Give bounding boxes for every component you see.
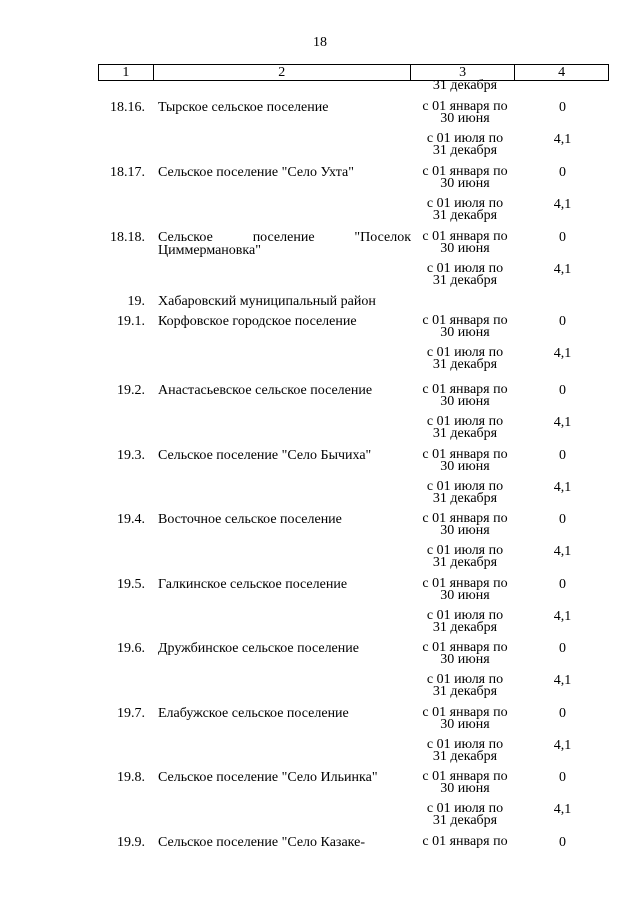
value-1: 0 bbox=[559, 835, 566, 850]
value-2: 4,1 bbox=[553, 609, 572, 624]
row-name: Галкинское сельское поселение bbox=[158, 577, 348, 592]
period-1-line-1: с 01 января по bbox=[422, 164, 508, 179]
header-col-1: 1 bbox=[99, 65, 154, 80]
value-1: 0 bbox=[559, 706, 566, 721]
period-1-line-1: с 01 января по bbox=[422, 640, 508, 655]
row-number: 19.4. bbox=[117, 512, 145, 527]
table-row bbox=[98, 576, 609, 636]
period-2-line-1: с 01 июля по bbox=[426, 131, 504, 146]
row-name: Дружбинское сельское поселение bbox=[158, 641, 359, 656]
period-2-line-2: 31 декабря bbox=[432, 813, 498, 828]
row-name: Сельское поселение "Село Бычиха" bbox=[158, 448, 372, 463]
row-number: 19.3. bbox=[117, 448, 145, 463]
value-2: 4,1 bbox=[553, 346, 572, 361]
period-1-line-1: с 01 января по bbox=[422, 382, 508, 397]
period-1-line-2: 30 июня bbox=[440, 717, 490, 732]
period-1-line-1: с 01 января по bbox=[422, 705, 508, 720]
period-2-line-1: с 01 июля по bbox=[426, 543, 504, 558]
value-1: 0 bbox=[559, 448, 566, 463]
table-row bbox=[98, 99, 609, 159]
row-name: Сельское поселение "Село Ильинка" bbox=[158, 770, 378, 785]
row-number: 18.18. bbox=[110, 230, 145, 245]
continuation-text: 31 декабря bbox=[432, 78, 498, 93]
period-1-line-1: с 01 января по bbox=[422, 229, 508, 244]
row-name: Сельское поселение "Село Ухта" bbox=[158, 165, 354, 180]
header-col-2: 2 bbox=[154, 65, 411, 80]
row-number: 19.5. bbox=[117, 577, 145, 592]
period-2-line-1: с 01 июля по bbox=[426, 479, 504, 494]
period-1-line-1: с 01 января по bbox=[422, 576, 508, 591]
value-1: 0 bbox=[559, 314, 566, 329]
period-1-line-1: с 01 января по bbox=[422, 511, 508, 526]
value-2: 4,1 bbox=[553, 132, 572, 147]
row-number: 19. bbox=[127, 294, 145, 309]
period-2-line-1: с 01 июля по bbox=[426, 196, 504, 211]
period-2-line-2: 31 декабря bbox=[432, 357, 498, 372]
table-row bbox=[98, 382, 609, 442]
period-2-line-1: с 01 июля по bbox=[426, 737, 504, 752]
period-1-line-2: 30 июня bbox=[440, 523, 490, 538]
value-1: 0 bbox=[559, 100, 566, 115]
period-1-line-1: с 01 января по bbox=[422, 769, 508, 784]
period-1-line-2: 30 июня bbox=[440, 241, 490, 256]
value-2: 4,1 bbox=[553, 738, 572, 753]
value-1: 0 bbox=[559, 641, 566, 656]
period-1-line-1: с 01 января по bbox=[422, 99, 508, 114]
table-row bbox=[98, 834, 609, 894]
table-row bbox=[98, 164, 609, 224]
period-2-line-2: 31 декабря bbox=[432, 273, 498, 288]
period-1-line-2: 30 июня bbox=[440, 459, 490, 474]
period-1-line-2: 30 июня bbox=[440, 394, 490, 409]
period-2-line-1: с 01 июля по bbox=[426, 672, 504, 687]
period-2-line-1: с 01 июля по bbox=[426, 261, 504, 276]
value-2: 4,1 bbox=[553, 262, 572, 277]
period-2-line-1: с 01 июля по bbox=[426, 801, 504, 816]
value-1: 0 bbox=[559, 512, 566, 527]
period-1-line-2: 30 июня bbox=[440, 325, 490, 340]
row-number: 19.8. bbox=[117, 770, 145, 785]
row-number: 18.16. bbox=[110, 100, 145, 115]
row-name: Анастасьевское сельское поселение bbox=[158, 383, 373, 398]
value-2: 4,1 bbox=[553, 544, 572, 559]
value-2: 4,1 bbox=[553, 802, 572, 817]
table-row bbox=[98, 640, 609, 700]
value-2: 4,1 bbox=[553, 415, 572, 430]
period-2-line-2: 31 декабря bbox=[432, 620, 498, 635]
period-1-line-2: 30 июня bbox=[440, 652, 490, 667]
value-2: 4,1 bbox=[553, 673, 572, 688]
header-col-3: 3 bbox=[411, 65, 516, 80]
period-2-line-2: 31 декабря bbox=[432, 684, 498, 699]
value-1: 0 bbox=[559, 577, 566, 592]
table-row bbox=[98, 769, 609, 829]
row-name: Сельское поселение "Село Казаке- bbox=[158, 835, 365, 850]
period-1-line-2: 30 июня bbox=[440, 176, 490, 191]
value-2: 4,1 bbox=[553, 480, 572, 495]
row-number: 19.6. bbox=[117, 641, 145, 656]
period-1-line-1: с 01 января по bbox=[422, 313, 508, 328]
row-number: 19.7. bbox=[117, 706, 145, 721]
table-header bbox=[98, 64, 609, 81]
page-number: 18 bbox=[313, 35, 327, 50]
period-1-line-1: с 01 января по bbox=[422, 447, 508, 462]
table-row bbox=[98, 229, 609, 289]
period-1-line-2: 30 июня bbox=[440, 781, 490, 796]
row-number: 19.1. bbox=[117, 314, 145, 329]
period-2-line-1: с 01 июля по bbox=[426, 608, 504, 623]
period-1-line-1: с 01 января по bbox=[422, 834, 508, 849]
row-name: Восточное сельское поселение bbox=[158, 512, 342, 527]
period-2-line-2: 31 декабря bbox=[432, 491, 498, 506]
table-row bbox=[98, 511, 609, 571]
row-name: Корфовское городское поселение bbox=[158, 314, 357, 329]
period-2-line-1: с 01 июля по bbox=[426, 414, 504, 429]
row-name: Сельское поселение "Поселок Циммермановка" bbox=[158, 230, 411, 258]
value-1: 0 bbox=[559, 230, 566, 245]
row-name: Елабужское сельское поселение bbox=[158, 706, 349, 721]
period-2-line-2: 31 декабря bbox=[432, 749, 498, 764]
row-number: 18.17. bbox=[110, 165, 145, 180]
value-1: 0 bbox=[559, 770, 566, 785]
row-name: Тырское сельское поселение bbox=[158, 100, 329, 115]
table-row bbox=[98, 313, 609, 373]
period-2-line-2: 31 декабря bbox=[432, 555, 498, 570]
period-2-line-2: 31 декабря bbox=[432, 208, 498, 223]
value-1: 0 bbox=[559, 383, 566, 398]
row-name: Хабаровский муниципальный район bbox=[158, 294, 376, 309]
period-2-line-1: с 01 июля по bbox=[426, 345, 504, 360]
period-2-line-2: 31 декабря bbox=[432, 143, 498, 158]
value-1: 0 bbox=[559, 165, 566, 180]
header-col-4: 4 bbox=[558, 65, 566, 80]
period-1-line-2: 30 июня bbox=[440, 588, 490, 603]
period-1-line-2: 30 июня bbox=[440, 111, 490, 126]
row-number: 19.2. bbox=[117, 383, 145, 398]
period-2-line-2: 31 декабря bbox=[432, 426, 498, 441]
table-row bbox=[98, 447, 609, 507]
row-number: 19.9. bbox=[117, 835, 145, 850]
table-row bbox=[98, 705, 609, 765]
value-2: 4,1 bbox=[553, 197, 572, 212]
